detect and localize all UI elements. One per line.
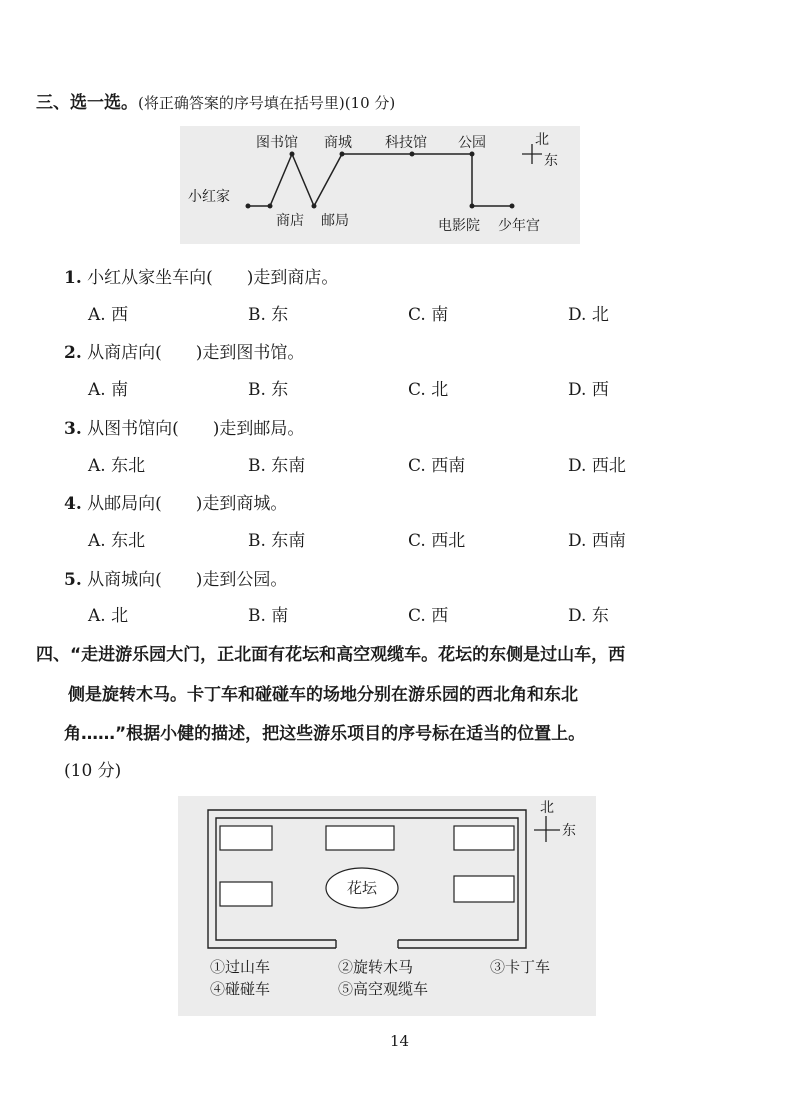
legend-item-cable-car: ⑤高空观缆车 — [338, 980, 429, 998]
stop-park — [470, 152, 475, 157]
compass-north: 北 — [535, 132, 549, 148]
question-3 — [64, 414, 304, 439]
question-text: 从邮局向( )走到商城。 — [87, 494, 288, 514]
question-number: 1. — [64, 268, 82, 288]
option-4d: D. 西南 — [568, 531, 626, 551]
option-3b: B. 东南 — [248, 456, 306, 476]
lot-northwest — [220, 826, 272, 850]
question-number: 3. — [64, 419, 82, 439]
label-mall: 商城 — [324, 135, 352, 151]
stop-museum — [410, 152, 415, 157]
label-park: 公园 — [458, 135, 486, 151]
stop-home — [246, 204, 251, 209]
stop-shop — [268, 204, 273, 209]
section3-heading — [36, 88, 395, 113]
option-4c: C. 西北 — [408, 531, 466, 551]
label-home: 小红家 — [188, 189, 230, 205]
section3-note: (将正确答案的序号填在括号里)(10 分) — [138, 94, 396, 112]
stop-library — [290, 152, 295, 157]
option-2c: C. 北 — [408, 380, 449, 400]
question-text: 从图书馆向( )走到邮局。 — [87, 419, 305, 439]
legend-item-roller-coaster: ①过山车 — [210, 958, 271, 976]
stop-cinema — [470, 204, 475, 209]
section4-score — [64, 756, 121, 781]
option-1a: A. 西 — [88, 305, 129, 325]
question-number: 4. — [64, 494, 82, 514]
compass-east: 东 — [544, 153, 558, 169]
option-1d: D. 北 — [568, 305, 609, 325]
section4-line-3: 角……”根据小健的描述，把这些游乐项目的序号标在适当的位置上。 — [64, 724, 586, 744]
label-museum: 科技馆 — [385, 135, 427, 151]
option-2d: D. 西 — [568, 380, 609, 400]
option-5c: C. 西 — [408, 606, 449, 626]
legend-item-carousel: ②旋转木马 — [338, 958, 414, 976]
legend-item-bumper-cars: ④碰碰车 — [210, 980, 271, 998]
question-number: 5. — [64, 570, 82, 590]
option-3d: D. 西北 — [568, 456, 626, 476]
option-5a: A. 北 — [88, 606, 129, 626]
stop-post — [312, 204, 317, 209]
option-5d: D. 东 — [568, 606, 609, 626]
label-library: 图书馆 — [256, 135, 298, 151]
option-2b: B. 东 — [248, 380, 289, 400]
option-4a: A. 东北 — [88, 531, 146, 551]
question-5 — [64, 565, 287, 590]
label-shop: 商店 — [276, 213, 304, 229]
question-text: 从商店向( )走到图书馆。 — [87, 343, 305, 363]
page-number: 14 — [390, 1032, 410, 1050]
section4-line-1: 四、“走进游乐园大门，正北面有花坛和高空观缆车。花坛的东侧是过山车，西 — [36, 645, 626, 665]
flowerbed-label: 花坛 — [346, 879, 378, 897]
stop-youth-palace — [510, 204, 515, 209]
lot-west — [220, 882, 272, 906]
option-3a: A. 东北 — [88, 456, 146, 476]
question-text: 小红从家坐车向( )走到商店。 — [87, 268, 339, 288]
question-text: 从商城向( )走到公园。 — [87, 570, 288, 590]
option-3c: C. 西南 — [408, 456, 466, 476]
section4-line-2: 侧是旋转木马。卡丁车和碰碰车的场地分别在游乐园的西北角和东北 — [68, 685, 578, 705]
label-youth-palace: 少年宫 — [498, 218, 540, 234]
lot-east — [454, 876, 514, 902]
stop-mall — [340, 152, 345, 157]
score-text: (10 分) — [64, 761, 122, 781]
legend-item-go-kart: ③卡丁车 — [490, 958, 551, 976]
option-1b: B. 东 — [248, 305, 289, 325]
question-2 — [64, 338, 304, 363]
lot-northeast — [454, 826, 514, 850]
lot-north — [326, 826, 394, 850]
question-1 — [64, 263, 338, 288]
option-5b: B. 南 — [248, 606, 289, 626]
section3-title: 三、选一选。 — [36, 93, 138, 113]
question-4 — [64, 489, 287, 514]
compass-north: 北 — [540, 800, 554, 816]
option-1c: C. 南 — [408, 305, 449, 325]
option-4b: B. 东南 — [248, 531, 306, 551]
park-diagram — [178, 796, 596, 1016]
route-map — [180, 126, 580, 244]
label-cinema: 电影院 — [438, 218, 480, 234]
compass-east: 东 — [562, 823, 576, 839]
label-post: 邮局 — [321, 213, 349, 229]
option-2a: A. 南 — [88, 380, 129, 400]
question-number: 2. — [64, 343, 82, 363]
